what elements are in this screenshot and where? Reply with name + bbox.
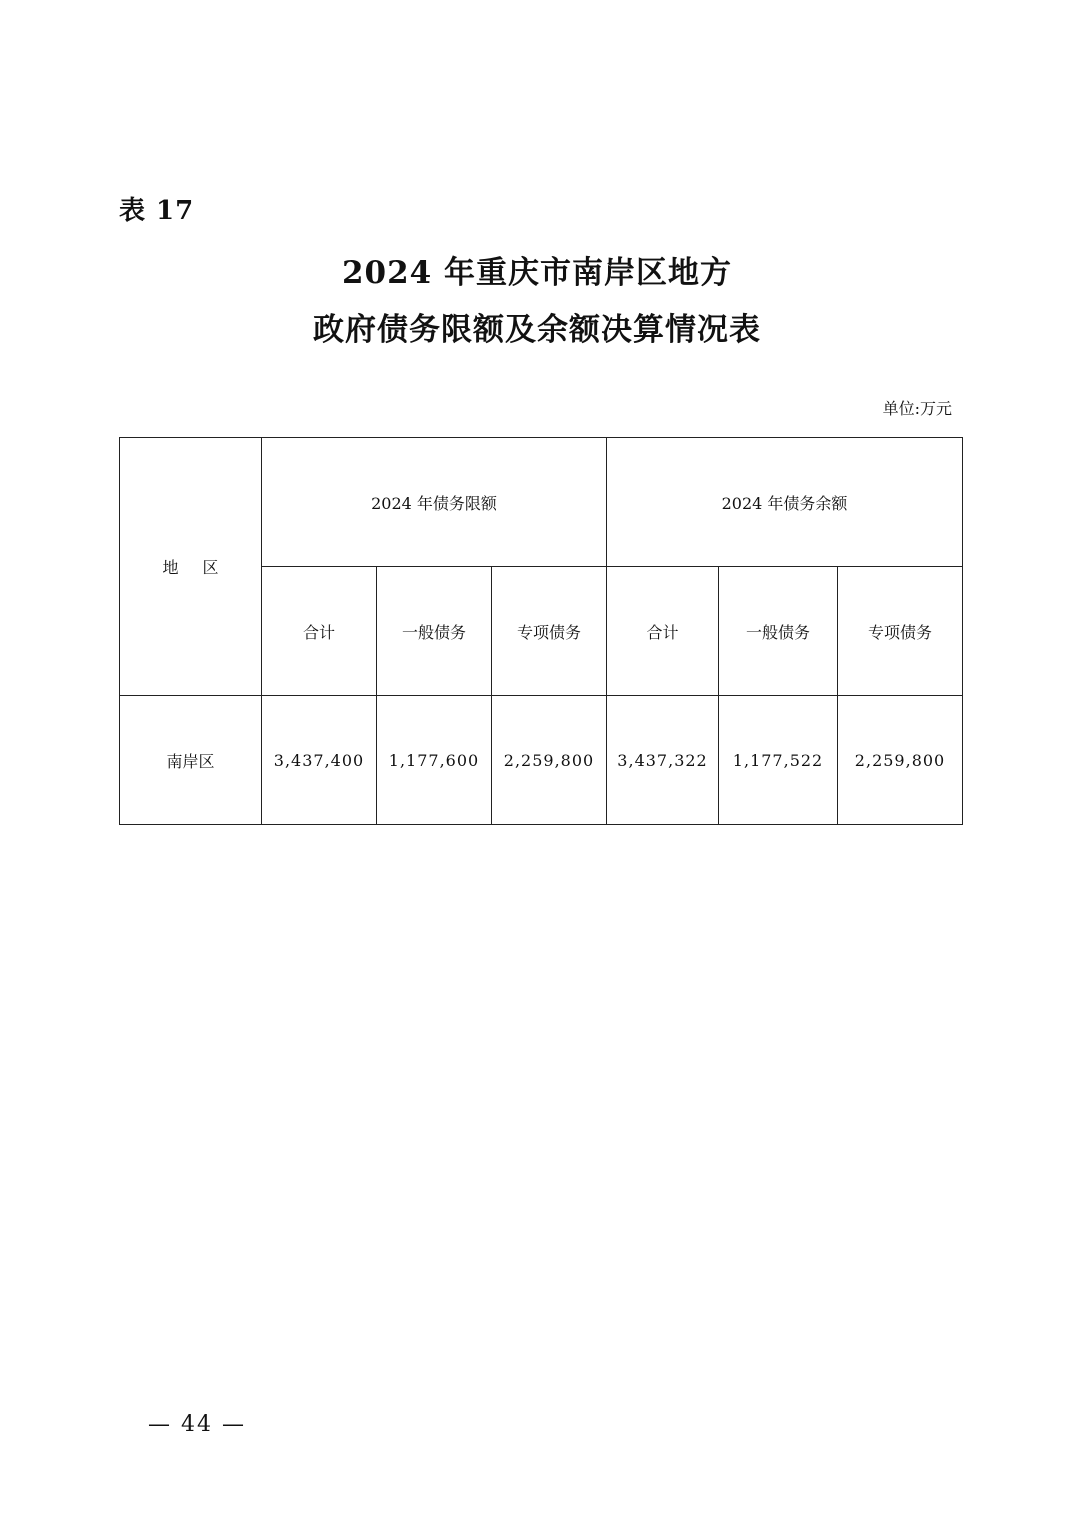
balance-group-header: 2024 年债务余额: [607, 438, 963, 567]
balance-general-header: 一般债务: [719, 567, 838, 696]
balance-general-cell: 1,177,522: [719, 696, 838, 825]
region-header-cell: 地区: [120, 438, 262, 696]
page-number: — 44 —: [148, 1412, 246, 1437]
limit-general-header: 一般债务: [377, 567, 492, 696]
region-cell: 南岸区: [120, 696, 262, 825]
balance-special-cell: 2,259,800: [838, 696, 963, 825]
limit-group-header: 2024 年债务限额: [262, 438, 607, 567]
unit-note: 单位:万元: [882, 399, 952, 418]
table-label: 表 17: [119, 196, 195, 226]
page-title-line2: 政府债务限额及余额决算情况表: [313, 312, 761, 348]
header-row-group: [120, 438, 963, 567]
limit-general-cell: 1,177,600: [377, 696, 492, 825]
limit-special-cell: 2,259,800: [492, 696, 607, 825]
limit-total-header: 合计: [262, 567, 377, 696]
limit-special-header: 专项债务: [492, 567, 607, 696]
balance-special-header: 专项债务: [838, 567, 963, 696]
debt-table: [119, 437, 963, 825]
page-title-line1: 2024 年重庆市南岸区地方: [341, 255, 733, 291]
limit-total-cell: 3,437,400: [262, 696, 377, 825]
balance-total-header: 合计: [607, 567, 719, 696]
table-row: [120, 696, 963, 825]
balance-total-cell: 3,437,322: [607, 696, 719, 825]
